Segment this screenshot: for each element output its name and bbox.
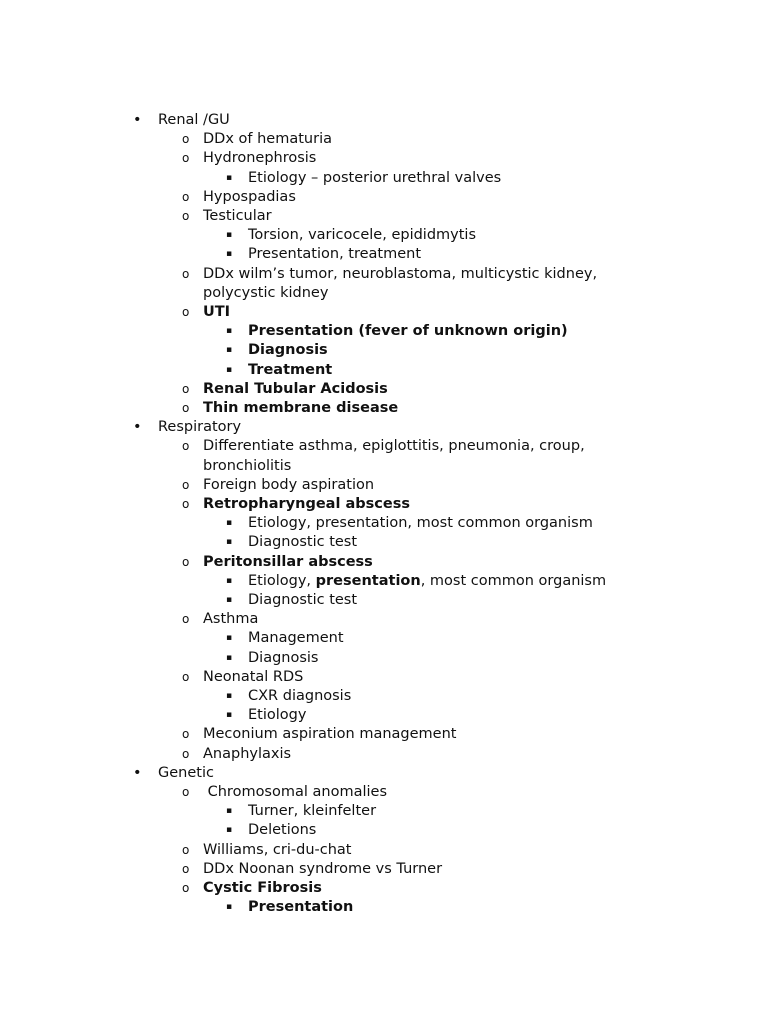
bullet-marker: • <box>133 112 142 128</box>
bullet-marker: o <box>182 266 190 281</box>
bullet-marker: ▪ <box>226 710 233 721</box>
bullet-marker: ▪ <box>226 249 233 260</box>
bullet-marker: o <box>182 669 190 684</box>
bullet-marker: ▪ <box>226 595 233 605</box>
bullet-marker: ▪ <box>226 902 233 913</box>
outline-text: Anaphylaxis <box>203 745 292 762</box>
bullet-marker: o <box>182 842 190 857</box>
outline-text: Diagnostic test <box>248 592 358 608</box>
outline-text: bronchiolitis <box>203 457 292 474</box>
bullet-marker: ▪ <box>226 172 233 183</box>
outline-text: Deletions <box>248 822 317 839</box>
outline-text: UTI <box>203 304 231 320</box>
bullet-marker: ▪ <box>226 652 233 663</box>
outline-text: Etiology <box>248 707 307 724</box>
bullet-marker: ▪ <box>226 633 233 644</box>
outline-text: Torsion, varicocele, epididmytis <box>248 227 477 244</box>
bullet-marker: ▪ <box>226 230 233 241</box>
bullet-marker: ▪ <box>226 806 233 817</box>
bullet-marker: ▪ <box>226 825 233 836</box>
outline-text: Hydronephrosis <box>203 150 317 167</box>
bullet-marker: o <box>182 151 190 166</box>
bullet-marker: o <box>182 439 190 454</box>
bullet-marker: o <box>182 881 190 895</box>
bullet-marker: o <box>182 746 190 761</box>
outline-text: Presentation, treatment <box>248 246 422 263</box>
outline-text: Renal /GU <box>158 112 230 128</box>
outline-text: Neonatal RDS <box>203 668 304 685</box>
bullet-marker: ▪ <box>226 518 233 529</box>
bullet-marker: ▪ <box>226 691 233 701</box>
outline-text: Meconium aspiration management <box>203 726 457 743</box>
outline-text: Testicular <box>203 208 272 224</box>
bullet-marker: o <box>182 477 190 492</box>
outline-text: Retropharyngeal abscess <box>203 496 410 512</box>
bullet-marker: ▪ <box>226 364 233 375</box>
outline-text: Differentiate asthma, epiglottitis, pneumonia, croup, <box>203 438 585 455</box>
bullet-marker: o <box>182 612 190 627</box>
outline-text-run: Etiology, <box>248 572 316 589</box>
bullet-marker: o <box>182 497 190 511</box>
outline-text: Respiratory <box>158 419 242 436</box>
outline-text: Genetic <box>158 764 214 781</box>
bullet-marker: o <box>182 785 190 799</box>
outline-text <box>248 572 606 591</box>
outline-text: Foreign body aspiration <box>203 476 375 493</box>
outline-text: Etiology, presentation, most common organism <box>248 515 593 532</box>
outline-text: Presentation (fever of unknown origin) <box>248 323 568 340</box>
outline-text: Diagnostic test <box>248 534 358 551</box>
outline-text: Diagnosis <box>248 649 319 666</box>
outline-text: Asthma <box>203 611 259 628</box>
bullet-marker: • <box>133 764 142 781</box>
bullet-marker: o <box>182 554 190 569</box>
bullet-marker: o <box>182 727 190 742</box>
bullet-marker: ▪ <box>226 326 233 337</box>
outline-text: Chromosomal anomalies <box>203 784 387 800</box>
outline-text: Management <box>248 630 344 647</box>
outline-text: Diagnosis <box>248 342 328 359</box>
bullet-marker: ▪ <box>226 575 233 586</box>
bullet-marker: o <box>182 305 190 319</box>
bullet-marker: o <box>182 189 190 204</box>
bullet-marker: o <box>182 209 190 223</box>
outline-text: Peritonsillar abscess <box>203 553 373 570</box>
bullet-marker: • <box>133 419 142 436</box>
outline-text: DDx wilm’s tumor, neuroblastoma, multicystic kidney, <box>203 265 598 282</box>
outline-text: Renal Tubular Acidosis <box>203 380 388 397</box>
bullet-marker: o <box>182 861 190 876</box>
outline-text: Etiology – posterior urethral valves <box>248 169 502 186</box>
outline-text: DDx Noonan syndrome vs Turner <box>203 860 443 877</box>
outline-text: Treatment <box>248 361 333 378</box>
bullet-marker: o <box>182 401 190 415</box>
outline-text: CXR diagnosis <box>248 688 352 704</box>
bullet-marker: ▪ <box>226 537 233 548</box>
bullet-marker: o <box>182 381 190 396</box>
outline-text: Presentation <box>248 899 354 916</box>
outline-text: Turner, kleinfelter <box>248 803 377 820</box>
outline-text: Thin membrane disease <box>203 400 399 416</box>
outline-text-run: presentation <box>315 572 421 589</box>
outline-text: Williams, cri-du-chat <box>203 841 352 858</box>
outline-text: Cystic Fibrosis <box>203 880 322 896</box>
outline-text: polycystic kidney <box>203 284 329 301</box>
bullet-marker: o <box>182 132 190 147</box>
outline-text: Hypospadias <box>203 188 296 205</box>
outline-text-run: , most common organism <box>420 572 607 589</box>
bullet-marker: ▪ <box>226 345 233 356</box>
outline-text: DDx of hematuria <box>203 131 332 148</box>
